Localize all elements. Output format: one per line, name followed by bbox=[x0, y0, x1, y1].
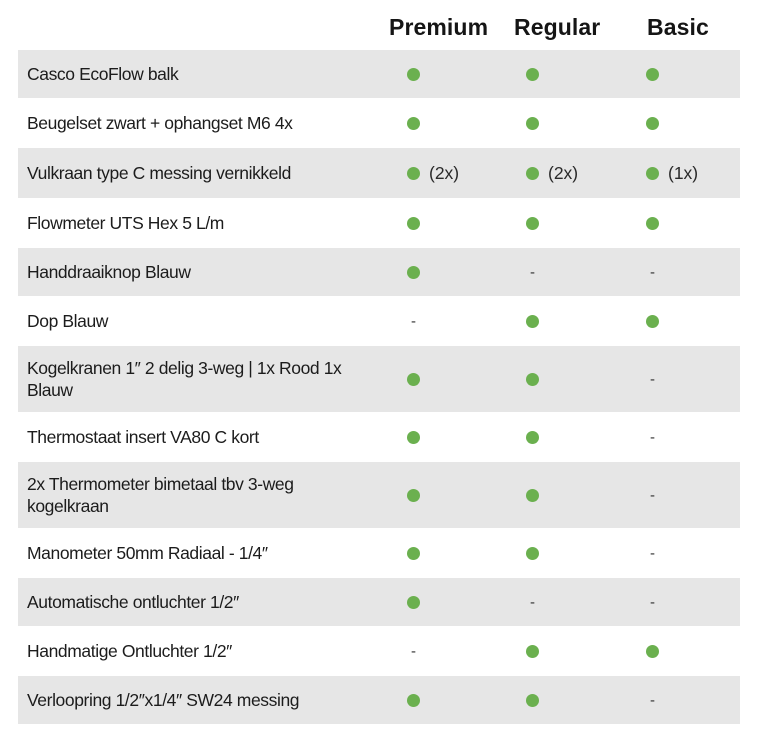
included-dot-icon bbox=[646, 217, 659, 230]
included-dot-icon bbox=[526, 489, 539, 502]
included-dot-icon bbox=[407, 217, 420, 230]
cell-premium bbox=[407, 578, 420, 626]
cell-regular bbox=[526, 248, 539, 296]
table-row bbox=[18, 248, 740, 296]
cell-basic bbox=[646, 627, 659, 675]
cell-basic bbox=[646, 529, 659, 577]
cell-basic bbox=[646, 578, 659, 626]
comparison-table bbox=[18, 50, 740, 725]
included-dot-icon bbox=[646, 645, 659, 658]
included-dot-icon bbox=[526, 694, 539, 707]
included-dot-icon bbox=[526, 645, 539, 658]
included-dot-icon bbox=[526, 431, 539, 444]
row-label: Dop Blauw bbox=[27, 311, 109, 331]
row-label: Kogelkranen 1″ 2 delig 3-weg | 1x Rood 1x Blauw bbox=[27, 358, 342, 400]
table-row bbox=[18, 529, 740, 577]
cell-regular bbox=[526, 148, 578, 198]
table-row bbox=[18, 99, 740, 147]
cell-regular bbox=[526, 346, 539, 412]
cell-premium bbox=[407, 676, 420, 724]
row-label: Handmatige Ontluchter 1/2″ bbox=[27, 641, 232, 661]
cell-regular bbox=[526, 99, 539, 147]
not-included-dash: - bbox=[530, 593, 535, 611]
cell-premium bbox=[407, 413, 420, 461]
cell-premium bbox=[407, 529, 420, 577]
cell-regular bbox=[526, 199, 539, 247]
table-row bbox=[18, 462, 740, 528]
row-label: Thermostaat insert VA80 C kort bbox=[27, 427, 259, 447]
cell-basic bbox=[646, 99, 659, 147]
cell-regular bbox=[526, 462, 539, 528]
included-dot-icon bbox=[407, 266, 420, 279]
table-row bbox=[18, 627, 740, 675]
included-dot-icon bbox=[407, 694, 420, 707]
cell-premium bbox=[407, 297, 420, 345]
not-included-dash: - bbox=[411, 642, 416, 660]
included-dot-icon bbox=[526, 547, 539, 560]
table-row bbox=[18, 199, 740, 247]
table-row bbox=[18, 50, 740, 98]
included-dot-icon bbox=[526, 117, 539, 130]
table-row bbox=[18, 297, 740, 345]
row-label: Verloopring 1/2″x1/4″ SW24 messing bbox=[27, 690, 300, 710]
cell-regular bbox=[526, 676, 539, 724]
cell-basic bbox=[646, 462, 659, 528]
cell-premium bbox=[407, 462, 420, 528]
included-dot-icon bbox=[407, 596, 420, 609]
included-dot-icon bbox=[526, 373, 539, 386]
cell-basic bbox=[646, 346, 659, 412]
included-dot-icon bbox=[526, 315, 539, 328]
cell-basic bbox=[646, 297, 659, 345]
cell-premium bbox=[407, 50, 420, 98]
not-included-dash: - bbox=[650, 544, 655, 562]
not-included-dash: - bbox=[650, 691, 655, 709]
cell-regular bbox=[526, 413, 539, 461]
cell-premium bbox=[407, 248, 420, 296]
quantity-note: (2x) bbox=[548, 162, 579, 183]
not-included-dash: - bbox=[530, 263, 535, 281]
table-row bbox=[18, 413, 740, 461]
included-dot-icon bbox=[407, 373, 420, 386]
not-included-dash: - bbox=[411, 312, 416, 330]
cell-premium bbox=[407, 627, 420, 675]
cell-basic bbox=[646, 676, 659, 724]
cell-basic bbox=[646, 199, 659, 247]
included-dot-icon bbox=[646, 117, 659, 130]
included-dot-icon bbox=[407, 431, 420, 444]
cell-basic bbox=[646, 248, 659, 296]
quantity-note: (1x) bbox=[668, 162, 699, 183]
not-included-dash: - bbox=[650, 263, 655, 281]
row-label: Manometer 50mm Radiaal - 1/4″ bbox=[27, 543, 268, 563]
included-dot-icon bbox=[526, 68, 539, 81]
cell-regular bbox=[526, 50, 539, 98]
row-label: Beugelset zwart + ophangset M6 4x bbox=[27, 113, 293, 133]
quantity-note: (2x) bbox=[429, 162, 460, 183]
not-included-dash: - bbox=[650, 593, 655, 611]
included-dot-icon bbox=[646, 68, 659, 81]
included-dot-icon bbox=[407, 117, 420, 130]
cell-basic bbox=[646, 148, 698, 198]
row-label: Vulkraan type C messing vernikkeld bbox=[27, 163, 291, 183]
table-header bbox=[0, 14, 766, 46]
cell-regular bbox=[526, 297, 539, 345]
table-row bbox=[18, 346, 740, 412]
column-header-basic: Basic bbox=[647, 14, 709, 40]
table-row bbox=[18, 578, 740, 626]
cell-premium bbox=[407, 346, 420, 412]
included-dot-icon bbox=[407, 489, 420, 502]
included-dot-icon bbox=[407, 68, 420, 81]
table-row bbox=[18, 676, 740, 724]
row-label: Casco EcoFlow balk bbox=[27, 64, 179, 84]
cell-regular bbox=[526, 529, 539, 577]
cell-basic bbox=[646, 50, 659, 98]
table-row bbox=[18, 148, 740, 198]
cell-premium bbox=[407, 148, 459, 198]
cell-regular bbox=[526, 578, 539, 626]
row-label: Automatische ontluchter 1/2″ bbox=[27, 592, 239, 612]
not-included-dash: - bbox=[650, 428, 655, 446]
included-dot-icon bbox=[646, 315, 659, 328]
cell-basic bbox=[646, 413, 659, 461]
included-dot-icon bbox=[407, 167, 420, 180]
included-dot-icon bbox=[646, 167, 659, 180]
included-dot-icon bbox=[526, 167, 539, 180]
row-label: Flowmeter UTS Hex 5 L/m bbox=[27, 213, 224, 233]
row-label: Handdraaiknop Blauw bbox=[27, 262, 191, 282]
row-label: 2x Thermometer bimetaal tbv 3-weg kogelkraan bbox=[27, 474, 294, 516]
not-included-dash: - bbox=[650, 370, 655, 388]
column-header-premium: Premium bbox=[389, 14, 489, 40]
not-included-dash: - bbox=[650, 486, 655, 504]
cell-premium bbox=[407, 99, 420, 147]
cell-regular bbox=[526, 627, 539, 675]
cell-premium bbox=[407, 199, 420, 247]
included-dot-icon bbox=[407, 547, 420, 560]
included-dot-icon bbox=[526, 217, 539, 230]
column-header-regular: Regular bbox=[514, 14, 601, 40]
